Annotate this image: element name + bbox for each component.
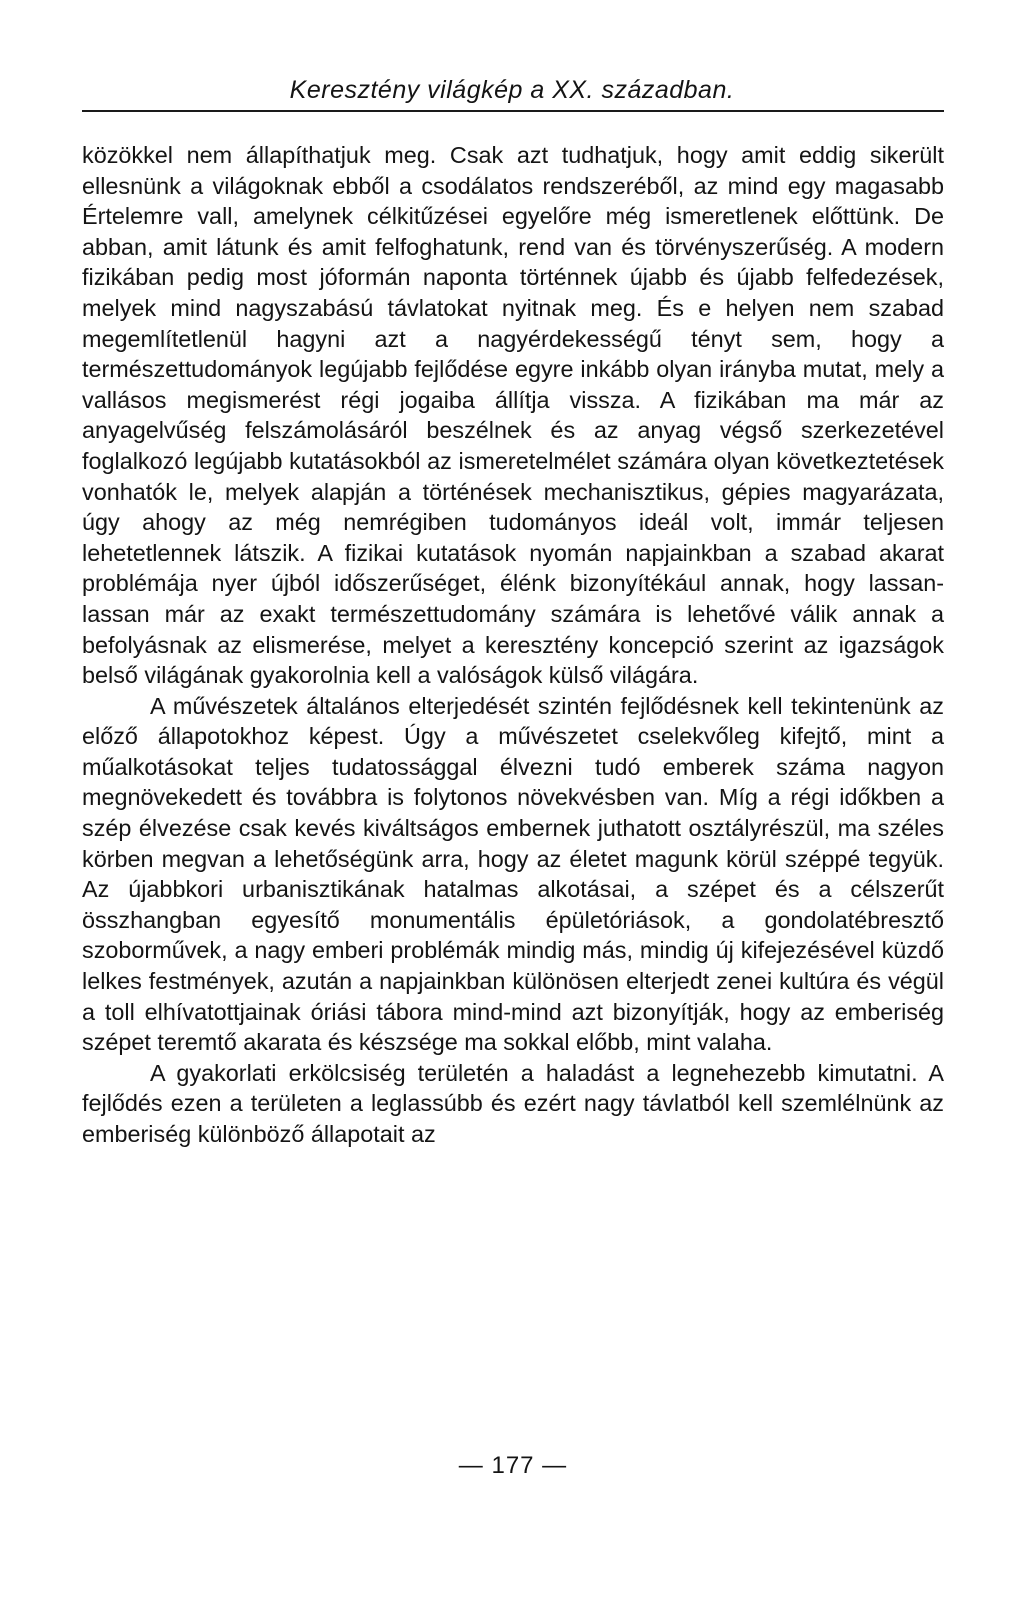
running-header-title: Keresztény világkép a XX. században. (289, 76, 735, 104)
paragraph-3: A gyakorlati erkölcsiség területén a haladást a legnehezebb kimutatni. A fejlődés ezen a területen a leglassúbb és ezért nagy távlatból kell szemlélnünk az emberiség különböző állapotait az (82, 1059, 944, 1147)
header-rule (82, 110, 944, 112)
body-text (82, 140, 944, 1150)
paragraph-1: közökkel nem állapíthatjuk meg. Csak azt tudhatjuk, hogy amit eddig sikerült ellesnünk a világoknak ebből a csodálatos rendszeréből, az mind egy magasabb Értelemre vall, amelynek célkitűzései egyelőre még ismeretlenek előttünk. De abban, amit látunk és amit felfoghatunk, rend van és törvényszerűség. A modern fizikában pedig most jóformán naponta történnek újabb és újabb felfedezések, melyek mind nagyszabású távlatokat nyitnak meg. És e helyen nem szabad megemlítetlenül hagyni azt a nagyérdekességű tényt sem, hogy a természettudományok legújabb fejlődése egyre inkább olyan irányba mutat, mely a vallásos megismerést régi jogaiba állítja vissza. A fizikában ma már az anyagelvűség felszámolásáról beszélnek és az anyag végső szerkezetével foglalkozó legújabb kutatásokból az ismeretelmélet számára olyan következtetések vonhatók le, melyek alapján a történések mechanisztikus, gépies magyarázata, úgy ahogy az még nemrégiben tudományos ideál volt, immár teljesen lehetetlennek látszik. A fizikai kutatások nyomán napjainkban a szabad akarat problémája nyer újból időszerűséget, élénk bizonyítékául annak, hogy lassan-lassan már az exakt természettudomány számára is lehetővé válik annak a befolyásnak az elismerése, melyet a keresztény koncepció szerint az igazságok belső világának gyakorolnia kell a valóságok külső világára. (82, 142, 944, 689)
page-number: — 177 — (458, 1452, 568, 1479)
paragraph-2: A művészetek általános elterjedését szintén fejlődésnek kell tekintenünk az előző állapotokhoz képest. Úgy a művészetet cselekvőleg kifejtő, mint a műalkotásokat teljes tudatossággal élvezni tudó emberek száma nagyon megnövekedett és továbbra is folytonos növekvésben van. Míg a régi időkben a szép élvezése csak kevés kiváltságos embernek juthatott osztályrészül, ma széles körben megvan a lehetőségünk arra, hogy az életet magunk körül széppé tegyük. Az újabbkori urbanisztikának hatalmas alkotásai, a szépet és a célszerűt összhangban egyesítő monumentális épületóriások, a gondolatébresztő szoborművek, a nagy emberi problémák mindig más, mindig új kifejezésével küzdő lelkes festmények, azután a napjainkban különösen elterjedt zenei kultúra és végül a toll elhívatottjainak óriási tábora mind-mind azt bizonyítják, hogy az emberiség szépet teremtő akarata és készsége ma sokkal előbb, mint valaha. (82, 692, 944, 1056)
